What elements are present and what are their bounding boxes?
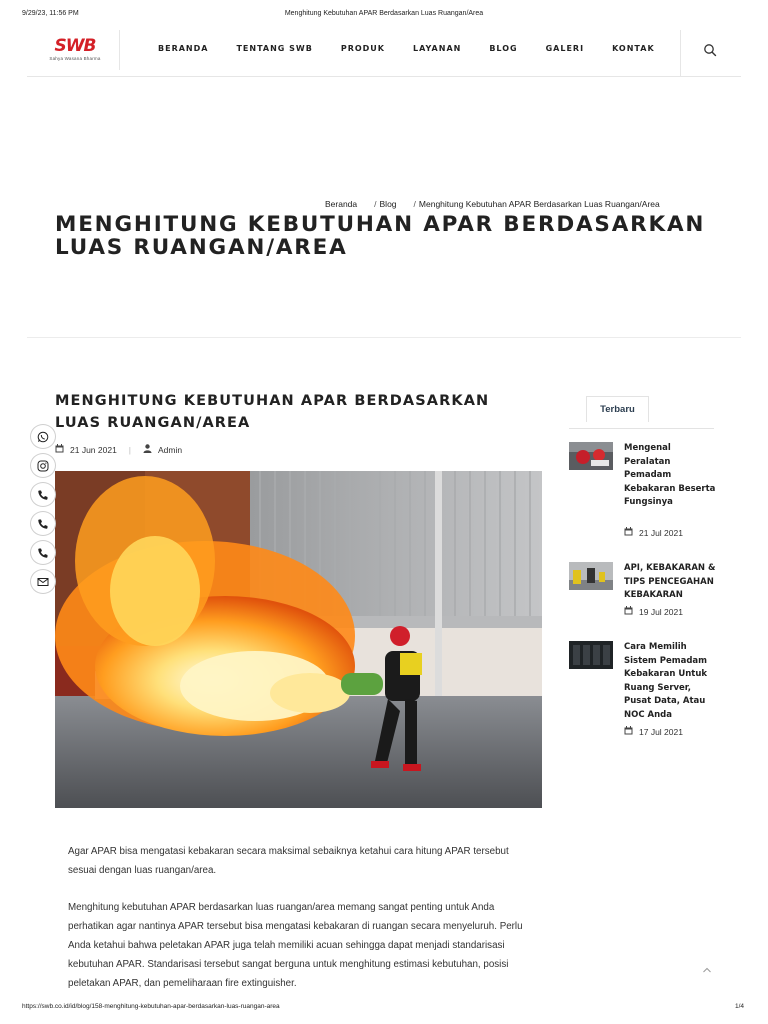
meta-separator: | [128, 444, 132, 455]
chevron-up-icon[interactable] [702, 961, 712, 969]
article-title: MENGHITUNG KEBUTUHAN APAR BERDASARKAN LUAS RUANGAN/AREA [55, 393, 490, 431]
article-body [68, 842, 523, 1011]
user-icon [143, 444, 152, 455]
article-hero-image [55, 471, 542, 808]
calendar-icon [55, 444, 64, 455]
print-header [22, 10, 746, 22]
print-url: https://swb.co.id/id/blog/158-menghitung-kebutuhan-apar-berdasarkan-luas-ruangan-area [22, 1003, 280, 1010]
calendar-icon [624, 726, 633, 737]
whatsapp-icon[interactable] [30, 424, 56, 449]
calendar-icon [624, 527, 633, 538]
post-thumbnail[interactable] [569, 641, 613, 669]
phone-icon[interactable] [30, 482, 56, 507]
logo-subtext: Sahya Wasana Bharma [49, 56, 101, 61]
article-author[interactable]: Admin [158, 444, 183, 455]
nav-item-kontak[interactable]: KONTAK [612, 44, 655, 53]
nav-divider [680, 30, 681, 76]
nav-divider [119, 30, 120, 70]
navbar [27, 30, 741, 77]
post-date [624, 527, 683, 538]
article-date: 21 Jun 2021 [70, 444, 117, 455]
nav-item-produk[interactable]: PRODUK [340, 44, 385, 53]
instagram-icon[interactable] [30, 453, 56, 478]
post-date-text: 17 Jul 2021 [639, 726, 683, 737]
post-date [624, 726, 683, 737]
main-menu [158, 44, 655, 53]
page-title: MENGHITUNG KEBUTUHAN APAR BERDASARKAN LUAS RUANGAN/AREA [55, 212, 706, 260]
tab-terbaru[interactable]: Terbaru [586, 396, 649, 422]
article-paragraph: Agar APAR bisa mengatasi kebakaran secara maksimal sebaiknya ketahui cara hitung APAR tersebut sesuai dengan luas ruangan/area. [68, 846, 509, 876]
logo-mark: SWB [54, 36, 96, 56]
breadcrumb-current: Menghitung Kebutuhan APAR Berdasarkan Luas Ruangan/Area [418, 199, 660, 209]
breadcrumb-home[interactable]: Beranda [325, 199, 358, 209]
nav-item-beranda[interactable]: BERANDA [158, 44, 209, 53]
nav-item-blog[interactable]: BLOG [489, 44, 518, 53]
breadcrumb-separator: / [413, 199, 416, 209]
post-date [624, 606, 683, 617]
print-title: Menghitung Kebutuhan APAR Berdasarkan Luas Ruangan/Area [284, 10, 484, 17]
print-page-number: 1/4 [734, 1003, 744, 1010]
nav-item-layanan[interactable]: LAYANAN [413, 44, 462, 53]
print-datetime: 9/29/23, 11:56 PM [22, 10, 79, 17]
article-meta [55, 444, 182, 455]
search-icon[interactable] [703, 43, 717, 57]
logo[interactable] [47, 38, 103, 66]
phone-icon[interactable] [30, 511, 56, 536]
breadcrumb [325, 199, 660, 209]
sidebar [569, 396, 716, 737]
calendar-icon [624, 606, 633, 617]
breadcrumb-blog[interactable]: Blog [379, 199, 397, 209]
post-title[interactable]: API, KEBAKARAN & TIPS PENCEGAHAN KEBAKARAN [624, 563, 716, 601]
nav-item-galeri[interactable]: GALERI [545, 44, 585, 53]
post-title[interactable]: Cara Memilih Sistem Pemadam Kebakaran Untuk Ruang Server, Pusat Data, Atau NOC Anda [624, 642, 708, 720]
article-paragraph: Menghitung kebutuhan APAR berdasarkan luas ruangan/area memang sangat penting untuk Anda perhatikan agar nantinya APAR tersebut bisa mengatasi kebakaran di ruangan secara menyeluruh. Perlu Anda ketahui bahwa peletakan APAR juga telah memiliki acuan sehingga dapat menjadi standarisasi kebutuhan APAR. Standarisasi tersebut sangat berguna untuk menghitung estimasi kebutuhan, posisi peletakan APAR, dan pemeliharaan fire extinguisher. [68, 902, 523, 989]
post-thumbnail[interactable] [569, 562, 613, 590]
divider [27, 337, 741, 338]
post-date-text: 19 Jul 2021 [639, 606, 683, 617]
mail-icon[interactable] [30, 569, 56, 594]
sidebar-tabs [569, 396, 714, 429]
phone-icon[interactable] [30, 540, 56, 565]
floating-social-bar [30, 424, 56, 598]
post-date-text: 21 Jul 2021 [639, 527, 683, 538]
post-thumbnail[interactable] [569, 442, 613, 470]
breadcrumb-separator: / [374, 199, 377, 209]
post-title[interactable]: Mengenal Peralatan Pemadam Kebakaran Beserta Fungsinya [624, 443, 716, 508]
nav-item-tentang-swb[interactable]: TENTANG SWB [236, 44, 313, 53]
